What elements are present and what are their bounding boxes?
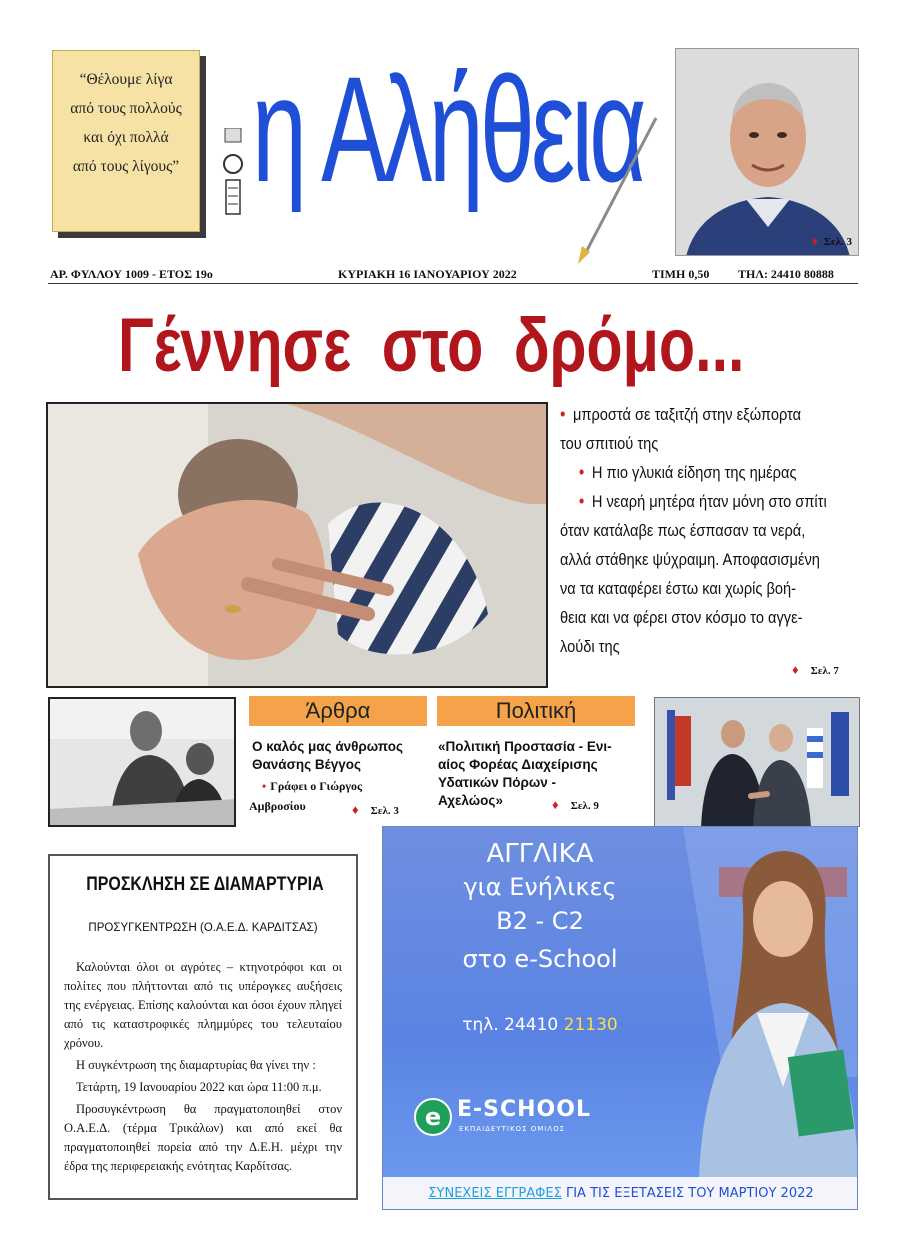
arthra-page-ref[interactable]: ♦ Σελ. 3 — [352, 802, 399, 817]
politiki-title-line[interactable]: Υδατικών Πόρων - — [438, 775, 557, 790]
newborn-photo — [46, 402, 548, 688]
ad-registration-link[interactable]: ΣΥΝΕΧΕΙΣ ΕΓΓΡΑΦΕΣ — [428, 1186, 562, 1201]
diamond-icon: ♦ — [792, 662, 799, 677]
protest-notice — [48, 854, 358, 1200]
summary-line: • μπροστά σε ταξιτζή στην εξώπορτα — [560, 404, 802, 424]
bullet-icon: • — [262, 779, 267, 793]
main-story-page-ref[interactable]: ♦ Σελ. 7 — [792, 662, 839, 677]
vengos-photo — [48, 697, 236, 827]
motto-line: από τους λίγους” — [72, 158, 180, 175]
ad-brand-name: E-SCHOOL — [457, 1097, 591, 1122]
ad-brand-subtitle: ΕΚΠΑΙΔΕΥΤΙΚΟΣ ΟΜΙΛΟΣ — [459, 1125, 566, 1133]
issue-number: ΑΡ. ΦΥΛΛΟΥ 1009 - ΕΤΟΣ 19ο — [50, 267, 213, 281]
issue-price: ΤΙΜΗ 0,50 — [652, 267, 710, 281]
notice-paragraph: Τετάρτη, 19 Ιανουαρίου 2022 και ώρα 11:00 π.μ. — [76, 1080, 322, 1094]
notice-body — [64, 958, 342, 1176]
summary-line: λούδι της — [560, 637, 620, 656]
issue-info-bar — [48, 262, 858, 284]
ad-line-adults: για Ενήλικες — [463, 873, 617, 901]
politiki-title-line[interactable]: «Πολιτική Προστασία - Ενι- — [438, 739, 612, 754]
contact-phone: ΤΗΛ: 24410 80888 — [738, 267, 834, 281]
section-arthra-heading[interactable]: Άρθρα — [249, 696, 427, 726]
notice-subtitle: ΠΡΟΣΥΓΚΕΝΤΡΩΣΗ (Ο.Α.Ε.Δ. ΚΑΡΔΙΤΣΑΣ) — [88, 922, 318, 934]
officials-photo — [654, 697, 860, 827]
summary-line: • Η πιο γλυκιά είδηση της ημέρας — [578, 462, 797, 482]
page-ref-text: Σελ. 3 — [823, 236, 852, 248]
portrait-photo — [675, 48, 859, 256]
politiki-title-line[interactable]: Αχελώος» — [438, 793, 503, 808]
arthra-title-line[interactable]: Θανάσης Βέγγος — [252, 757, 361, 772]
notice-paragraph: Η συγκέντρωση της διαμαρτυρίας θα γίνει την : — [76, 1058, 316, 1072]
politiki-page-ref[interactable]: ♦ Σελ. 9 — [552, 797, 599, 812]
motto-line: “Θέλουμε λίγα — [79, 71, 173, 88]
notice-title: ΠΡΟΣΚΛΗΣΗ ΣΕ ΔΙΑΜΑΡΤΥΡΙΑ — [86, 874, 324, 895]
diamond-icon: ♦ — [552, 797, 559, 812]
summary-line: όταν κατάλαβε πως έσπασαν τα νερά, — [560, 521, 806, 540]
logo-text: η Αλήθεια — [252, 45, 643, 213]
main-story-summary — [560, 400, 860, 661]
newborn-image — [48, 404, 548, 688]
bullet-icon: • — [578, 491, 585, 511]
emblem-icon — [222, 128, 244, 216]
notice-paragraph: Καλούνται όλοι οι αγρότες – κτηνοτρόφοι και οι πολίτες που πλήττονται από τις υπέρογκες αυξήσεις της ενέργειας. Επίσης καλούνται και όσοι έχουν πληγεί από τις καταστροφικές πλημμύρες του τελευταίου χρόνου. — [64, 960, 342, 1050]
summary-line: αλλά στάθηκε ψύχραιμη. Αποφασισμένη — [560, 550, 820, 569]
motto-line: και όχι πολλά — [83, 129, 169, 146]
man-portrait-image — [676, 49, 859, 256]
diamond-icon: ♦ — [352, 802, 359, 817]
portrait-page-ref[interactable] — [812, 234, 852, 249]
eschool-advertisement[interactable] — [382, 826, 858, 1210]
pen-icon — [564, 106, 664, 266]
notice-paragraph: Προσυγκέντρωση θα πραγματοποιηθεί στον Ο.Α.Ε.Δ. (τέρμα Τρικάλων) και από εκεί θα πραγματοποιηθεί πορεία από την Δ.Ε.Η. μέχρι την έδρα της περιφερειακής ενότητας Καρδίτσας. — [64, 1102, 342, 1173]
motto-box — [52, 50, 200, 232]
officials-image — [655, 698, 860, 827]
ad-phone: τηλ. 24410 21130 — [462, 1015, 618, 1035]
diamond-icon: ♦ — [811, 234, 818, 248]
arthra-title-line[interactable]: Ο καλός μας άνθρωπος — [252, 739, 404, 754]
ad-bottom-banner[interactable]: ΣΥΝΕΧΕΙΣ ΕΓΓΡΑΦΕΣ ΓΙΑ ΤΙΣ ΕΞΕΤΑΣΕΙΣ ΤΟΥ ΜΑΡΤΙΟΥ 2022 — [383, 1177, 858, 1210]
bullet-icon: • — [560, 404, 566, 424]
ad-line-school: στο e-School — [462, 945, 618, 973]
arthra-author-line: Αμβροσίου — [249, 799, 306, 813]
arthra-author-line: • Γράφει ο Γιώργος — [262, 779, 363, 793]
eschool-logo-icon — [413, 1097, 453, 1137]
ad-line-english: ΑΓΓΛΙΚΑ — [486, 839, 594, 869]
bullet-icon: • — [578, 462, 585, 482]
politiki-title-line[interactable]: αίος Φορέας Διαχείρισης — [438, 757, 598, 772]
main-headline[interactable]: Γέννησε στο δρόμο... — [118, 303, 745, 388]
summary-line: να τα καταφέρει έστω και χωρίς βοή- — [560, 579, 797, 598]
section-politiki-heading[interactable]: Πολιτική — [437, 696, 635, 726]
ad-line-levels: B2 - C2 — [496, 907, 584, 935]
svg-text:e: e — [424, 1103, 442, 1131]
summary-line: θεια και να φέρει στον κόσμο το αγγε- — [560, 608, 803, 627]
summary-line: του σπιτιού της — [560, 434, 659, 453]
newspaper-logo[interactable] — [252, 36, 662, 236]
vintage-photo-image — [50, 699, 236, 827]
issue-date: ΚΥΡΙΑΚΗ 16 ΙΑΝΟΥΑΡΙΟΥ 2022 — [338, 267, 517, 281]
summary-line: • Η νεαρή μητέρα ήταν μόνη στο σπίτι — [578, 491, 827, 511]
motto-line: από τους πολλούς — [70, 100, 182, 117]
